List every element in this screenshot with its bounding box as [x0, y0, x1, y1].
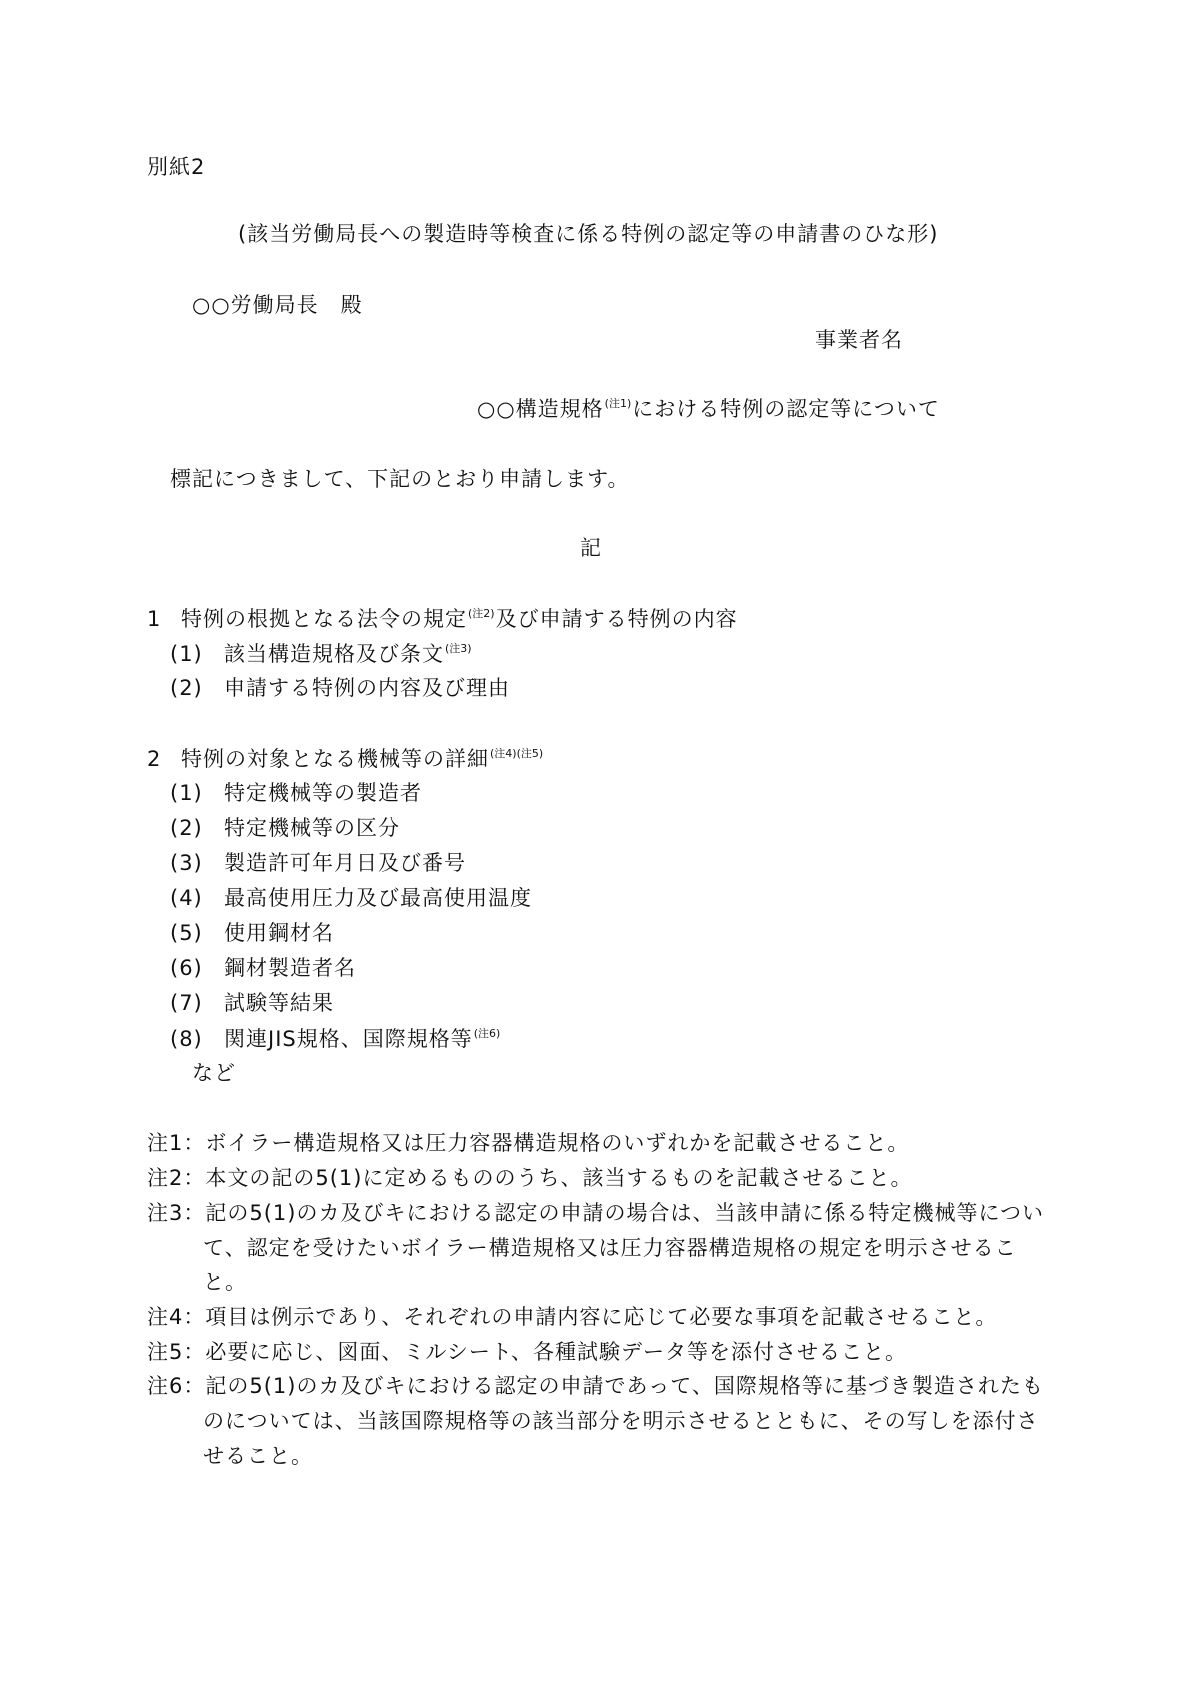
list-item — [170, 643, 473, 665]
item-text: 鋼材製造者名 — [224, 956, 356, 980]
note-6-cont: のについては、当該国際規格等の該当部分を明示させるとともに、その写しを添付さ — [203, 1409, 1039, 1433]
note-text: 記の5(1)のカ及びキにおける認定の申請であって、国際規格等に基づき製造されたも — [205, 1374, 1044, 1398]
item-text: 特定機械等の製造者 — [224, 781, 422, 805]
list-item — [170, 783, 422, 804]
item-number: (7) — [170, 991, 203, 1015]
subject-text: ○○構造規格 — [477, 397, 604, 421]
section-2-heading — [147, 748, 544, 770]
item-number: (5) — [170, 921, 203, 945]
footnote-ref: (注3) — [445, 642, 472, 655]
item-number: (2) — [170, 676, 203, 700]
note-label: 注3： — [147, 1201, 206, 1225]
ki-heading: 記 — [580, 536, 602, 560]
note-4 — [147, 1307, 997, 1328]
document-subtitle: (該当労働局長への製造時等検査に係る特例の認定等の申請書のひな形) — [238, 222, 939, 246]
business-name-label: 事業者名 — [815, 328, 903, 352]
attachment-label: 別紙2 — [147, 155, 206, 179]
section-number: 1 — [147, 607, 162, 631]
item-number: (1) — [170, 781, 203, 805]
note-text: 必要に応じ、図面、ミルシート、各種試験データ等を添付させること。 — [205, 1340, 907, 1364]
note-3 — [147, 1203, 1044, 1224]
section-number: 2 — [147, 747, 162, 771]
note-5 — [147, 1342, 907, 1363]
note-1 — [147, 1133, 909, 1154]
note-label: 注1： — [147, 1131, 206, 1155]
section-title-cont: 及び申請する特例の内容 — [495, 607, 738, 631]
item-number: (6) — [170, 956, 203, 980]
addressee: ○○労働局長 殿 — [192, 293, 363, 317]
section-1-heading — [147, 608, 738, 630]
note-label: 注2： — [147, 1166, 206, 1190]
note-label: 注6： — [147, 1374, 206, 1398]
note-label: 注4： — [147, 1305, 206, 1329]
footnote-ref: (注1) — [604, 397, 632, 410]
item-number: (1) — [170, 642, 203, 666]
item-text: 関連JIS規格、国際規格等 — [224, 1027, 473, 1051]
note-text: 項目は例示であり、それぞれの申請内容に応じて必要な事項を記載させること。 — [205, 1305, 998, 1329]
item-number: (2) — [170, 816, 203, 840]
list-item — [170, 888, 532, 909]
footnote-ref: (注4)(注5) — [490, 747, 544, 760]
list-item — [170, 678, 510, 699]
note-text: 本文の記の5(1)に定めるもののうち、該当するものを記載させること。 — [205, 1166, 913, 1190]
list-item — [170, 958, 356, 979]
item-text: 特定機械等の区分 — [224, 816, 400, 840]
footnote-ref: (注6) — [473, 1027, 501, 1040]
note-6-cont: せること。 — [203, 1444, 313, 1468]
etc-text: など — [192, 1061, 236, 1085]
section-title: 特例の根拠となる法令の規定 — [181, 607, 467, 631]
note-text: ボイラー構造規格又は圧力容器構造規格のいずれかを記載させること。 — [205, 1131, 910, 1155]
item-text: 試験等結果 — [224, 991, 334, 1015]
note-2 — [147, 1168, 912, 1189]
item-text: 最高使用圧力及び最高使用温度 — [224, 886, 532, 910]
item-text: 製造許可年月日及び番号 — [224, 851, 466, 875]
note-3-cont: と。 — [203, 1270, 247, 1294]
subject-text-cont: における特例の認定等について — [632, 397, 940, 421]
opening-sentence: 標記につきまして、下記のとおり申請します。 — [170, 467, 630, 491]
list-item — [170, 853, 466, 874]
item-text: 該当構造規格及び条文 — [224, 642, 444, 666]
document-subject — [477, 398, 940, 420]
list-item — [170, 1028, 501, 1050]
item-number: (3) — [170, 851, 203, 875]
note-6 — [147, 1376, 1044, 1397]
section-title: 特例の対象となる機械等の詳細 — [181, 747, 489, 771]
list-item — [170, 993, 334, 1014]
note-label: 注5： — [147, 1340, 206, 1364]
item-text: 使用鋼材名 — [224, 921, 334, 945]
footnote-ref: (注2) — [468, 607, 495, 620]
item-text: 申請する特例の内容及び理由 — [224, 676, 510, 700]
list-item — [170, 818, 400, 839]
list-item — [170, 923, 334, 944]
item-number: (8) — [170, 1027, 203, 1051]
note-3-cont: て、認定を受けたいボイラー構造規格又は圧力容器構造規格の規定を明示させるこ — [203, 1236, 1017, 1260]
note-text: 記の5(1)のカ及びキにおける認定の申請の場合は、当該申請に係る特定機械等につい — [205, 1201, 1045, 1225]
item-number: (4) — [170, 886, 203, 910]
